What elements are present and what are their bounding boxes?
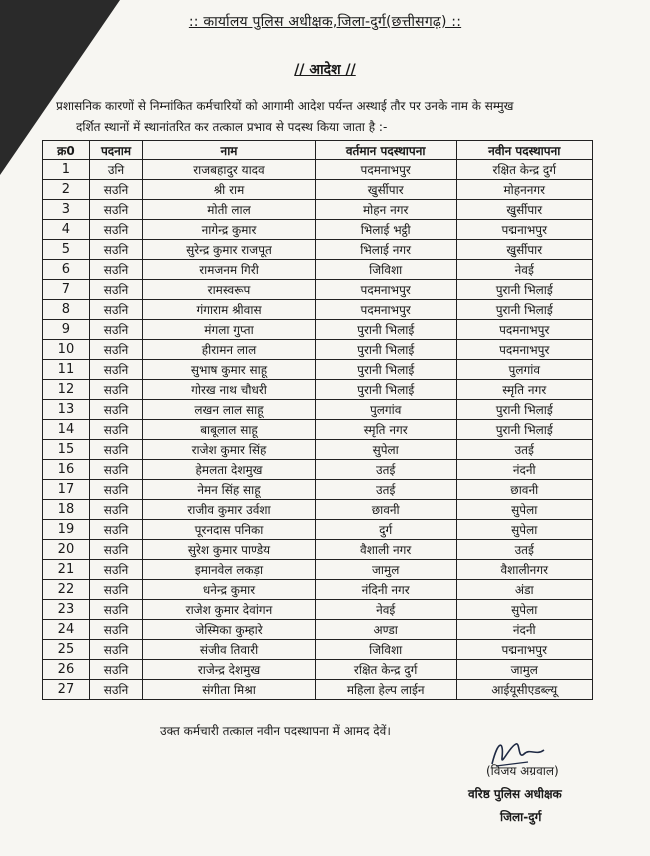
table-row xyxy=(43,300,593,320)
cell-new-posting: नंदनी xyxy=(456,460,592,480)
cell-name: रामस्वरूप xyxy=(143,280,316,300)
transfer-table xyxy=(42,140,593,700)
cell-rank: सउनि xyxy=(89,420,142,440)
cell-serial: 19 xyxy=(43,520,90,540)
table-row xyxy=(43,360,593,380)
cell-current-posting: पुरानी भिलाई xyxy=(315,340,456,360)
cell-name: जेस्मिका कुम्हारे xyxy=(143,620,316,640)
cell-rank: सउनि xyxy=(89,340,142,360)
cell-current-posting: स्मृति नगर xyxy=(315,420,456,440)
cell-name: बाबूलाल साहू xyxy=(143,420,316,440)
cell-current-posting: पदमनाभपुर xyxy=(315,160,456,180)
signatory-name: (विजय अग्रवाल) xyxy=(486,764,559,778)
table-row xyxy=(43,600,593,620)
cell-current-posting: वैशाली नगर xyxy=(315,540,456,560)
cell-rank: सउनि xyxy=(89,180,142,200)
cell-serial: 16 xyxy=(43,460,90,480)
cell-serial: 13 xyxy=(43,400,90,420)
cell-current-posting: जिविशा xyxy=(315,640,456,660)
cell-current-posting: मोहन नगर xyxy=(315,200,456,220)
table-row xyxy=(43,380,593,400)
cell-current-posting: रक्षित केन्द्र दुर्ग xyxy=(315,660,456,680)
cell-name: हेमलता देशमुख xyxy=(143,460,316,480)
cell-serial: 27 xyxy=(43,680,90,700)
cell-rank: सउनि xyxy=(89,320,142,340)
cell-rank: सउनि xyxy=(89,520,142,540)
table-row xyxy=(43,540,593,560)
table-row xyxy=(43,280,593,300)
cell-serial: 24 xyxy=(43,620,90,640)
table-row xyxy=(43,400,593,420)
cell-name: श्री राम xyxy=(143,180,316,200)
cell-rank: सउनि xyxy=(89,500,142,520)
cell-current-posting: जामुल xyxy=(315,560,456,580)
cell-current-posting: छावनी xyxy=(315,500,456,520)
cell-current-posting: पदमनाभपुर xyxy=(315,280,456,300)
signatory-designation: वरिष्ठ पुलिस अधीक्षक xyxy=(468,787,562,801)
cell-rank: सउनि xyxy=(89,580,142,600)
cell-new-posting: खुर्सीपार xyxy=(456,200,592,220)
table-row xyxy=(43,200,593,220)
cell-current-posting: अण्डा xyxy=(315,620,456,640)
cell-new-posting: अंडा xyxy=(456,580,592,600)
cell-serial: 12 xyxy=(43,380,90,400)
table-row xyxy=(43,680,593,700)
cell-current-posting: जिविशा xyxy=(315,260,456,280)
cell-current-posting: नंदिनी नगर xyxy=(315,580,456,600)
cell-current-posting: पुरानी भिलाई xyxy=(315,320,456,340)
cell-new-posting: पुरानी भिलाई xyxy=(456,400,592,420)
table-row xyxy=(43,160,593,180)
cell-new-posting: नेवई xyxy=(456,260,592,280)
cell-new-posting: पुरानी भिलाई xyxy=(456,420,592,440)
table-row xyxy=(43,220,593,240)
cell-rank: सउनि xyxy=(89,220,142,240)
order-title: // आदेश // xyxy=(294,62,356,78)
cell-name: धनेन्द्र कुमार xyxy=(143,580,316,600)
cell-name: रामजनम गिरी xyxy=(143,260,316,280)
cell-serial: 17 xyxy=(43,480,90,500)
cell-current-posting: सुपेला xyxy=(315,440,456,460)
cell-new-posting: पदमनाभपुर xyxy=(456,320,592,340)
cell-name: सुरेश कुमार पाण्डेय xyxy=(143,540,316,560)
cell-new-posting: सुपेला xyxy=(456,520,592,540)
cell-serial: 11 xyxy=(43,360,90,380)
cell-rank: सउनि xyxy=(89,480,142,500)
cell-rank: उनि xyxy=(89,160,142,180)
cell-new-posting: उतई xyxy=(456,440,592,460)
table-row xyxy=(43,560,593,580)
cell-serial: 15 xyxy=(43,440,90,460)
cell-serial: 21 xyxy=(43,560,90,580)
cell-new-posting: मोहननगर xyxy=(456,180,592,200)
cell-new-posting: सुपेला xyxy=(456,500,592,520)
footer-note: उक्त कर्मचारी तत्काल नवीन पदस्थापना में आमद देवें। xyxy=(160,724,391,738)
cell-new-posting: पुरानी भिलाई xyxy=(456,280,592,300)
table-body xyxy=(43,160,593,700)
cell-new-posting: नंदनी xyxy=(456,620,592,640)
table-row xyxy=(43,240,593,260)
cell-rank: सउनि xyxy=(89,660,142,680)
cell-new-posting: जामुल xyxy=(456,660,592,680)
cell-current-posting: भिलाई भट्ठी xyxy=(315,220,456,240)
cell-name: लखन लाल साहू xyxy=(143,400,316,420)
cell-name: राजेश कुमार देवांगन xyxy=(143,600,316,620)
cell-rank: सउनि xyxy=(89,560,142,580)
cell-rank: सउनि xyxy=(89,280,142,300)
cell-rank: सउनि xyxy=(89,540,142,560)
cell-name: नेमन सिंह साहू xyxy=(143,480,316,500)
table-row xyxy=(43,420,593,440)
cell-rank: सउनि xyxy=(89,380,142,400)
cell-name: सुभाष कुमार साहू xyxy=(143,360,316,380)
table-row xyxy=(43,660,593,680)
cell-serial: 8 xyxy=(43,300,90,320)
cell-name: मोती लाल xyxy=(143,200,316,220)
table-row xyxy=(43,460,593,480)
cell-new-posting: पद्मनाभपुर xyxy=(456,220,592,240)
cell-new-posting: आईयूसीएडब्ल्यू xyxy=(456,680,592,700)
cell-name: पूरनदास पनिका xyxy=(143,520,316,540)
table-header-row xyxy=(43,141,593,160)
header-rank: पदनाम xyxy=(89,141,142,160)
cell-new-posting: पुरानी भिलाई xyxy=(456,300,592,320)
signatory-place: जिला-दुर्ग xyxy=(500,810,542,824)
table-row xyxy=(43,440,593,460)
cell-current-posting: पुरानी भिलाई xyxy=(315,360,456,380)
cell-current-posting: दुर्ग xyxy=(315,520,456,540)
cell-name: सुरेन्द्र कुमार राजपूत xyxy=(143,240,316,260)
cell-new-posting: स्मृति नगर xyxy=(456,380,592,400)
cell-new-posting: वैशालीनगर xyxy=(456,560,592,580)
table-row xyxy=(43,180,593,200)
cell-name: राजेन्द्र देशमुख xyxy=(143,660,316,680)
cell-serial: 6 xyxy=(43,260,90,280)
cell-name: इमानवेल लकड़ा xyxy=(143,560,316,580)
cell-new-posting: छावनी xyxy=(456,480,592,500)
cell-current-posting: पुलगांव xyxy=(315,400,456,420)
cell-rank: सउनि xyxy=(89,200,142,220)
cell-current-posting: पदमनाभपुर xyxy=(315,300,456,320)
table-row xyxy=(43,340,593,360)
cell-rank: सउनि xyxy=(89,400,142,420)
cell-rank: सउनि xyxy=(89,620,142,640)
cell-rank: सउनि xyxy=(89,600,142,620)
cell-name: गोरख नाथ चौधरी xyxy=(143,380,316,400)
cell-serial: 3 xyxy=(43,200,90,220)
cell-serial: 1 xyxy=(43,160,90,180)
cell-rank: सउनि xyxy=(89,440,142,460)
cell-name: राजबहादुर यादव xyxy=(143,160,316,180)
cell-name: संगीता मिश्रा xyxy=(143,680,316,700)
cell-serial: 26 xyxy=(43,660,90,680)
intro-line-1: प्रशासनिक कारणों से निम्नांकित कर्मचारियों को आगामी आदेश पर्यन्त अस्थाई तौर पर उनके नाम के सम्मुख xyxy=(56,99,514,113)
cell-rank: सउनि xyxy=(89,680,142,700)
cell-new-posting: पुलगांव xyxy=(456,360,592,380)
cell-serial: 7 xyxy=(43,280,90,300)
cell-current-posting: उतई xyxy=(315,480,456,500)
cell-new-posting: रक्षित केन्द्र दुर्ग xyxy=(456,160,592,180)
cell-name: संजीव तिवारी xyxy=(143,640,316,660)
cell-serial: 25 xyxy=(43,640,90,660)
cell-serial: 23 xyxy=(43,600,90,620)
cell-rank: सउनि xyxy=(89,260,142,280)
cell-rank: सउनि xyxy=(89,640,142,660)
header-current-posting: वर्तमान पदस्थापना xyxy=(315,141,456,160)
cell-name: राजेश कुमार सिंह xyxy=(143,440,316,460)
cell-name: नागेन्द्र कुमार xyxy=(143,220,316,240)
header-serial: क्र0 xyxy=(43,141,90,160)
cell-name: गंगाराम श्रीवास xyxy=(143,300,316,320)
table-row xyxy=(43,640,593,660)
cell-new-posting: उतई xyxy=(456,540,592,560)
cell-current-posting: नेवई xyxy=(315,600,456,620)
cell-serial: 4 xyxy=(43,220,90,240)
table-row xyxy=(43,520,593,540)
cell-serial: 14 xyxy=(43,420,90,440)
table-row xyxy=(43,500,593,520)
cell-current-posting: उतई xyxy=(315,460,456,480)
intro-line-2: दर्शित स्थानों में स्थानांतरित कर तत्काल प्रभाव से पदस्थ किया जाता है :- xyxy=(76,120,388,134)
cell-rank: सउनि xyxy=(89,300,142,320)
cell-current-posting: खुर्सीपार xyxy=(315,180,456,200)
cell-serial: 18 xyxy=(43,500,90,520)
cell-new-posting: पदमनाभपुर xyxy=(456,340,592,360)
cell-serial: 9 xyxy=(43,320,90,340)
cell-new-posting: सुपेला xyxy=(456,600,592,620)
cell-name: राजीव कुमार उर्वशा xyxy=(143,500,316,520)
table-row xyxy=(43,260,593,280)
cell-serial: 20 xyxy=(43,540,90,560)
cell-serial: 5 xyxy=(43,240,90,260)
cell-serial: 2 xyxy=(43,180,90,200)
office-title: :: कार्यालय पुलिस अधीक्षक,जिला-दुर्ग(छत्तीसगढ़) :: xyxy=(188,14,462,30)
cell-new-posting: पद्मनाभपुर xyxy=(456,640,592,660)
cell-name: मंगला गुप्ता xyxy=(143,320,316,340)
cell-serial: 22 xyxy=(43,580,90,600)
cell-new-posting: खुर्सीपार xyxy=(456,240,592,260)
table-row xyxy=(43,320,593,340)
cell-rank: सउनि xyxy=(89,360,142,380)
cell-current-posting: महिला हेल्प लाईन xyxy=(315,680,456,700)
intro-paragraph xyxy=(56,96,596,138)
table-row xyxy=(43,580,593,600)
table-row xyxy=(43,620,593,640)
cell-current-posting: भिलाई नगर xyxy=(315,240,456,260)
header-name: नाम xyxy=(143,141,316,160)
header-new-posting: नवीन पदस्थापना xyxy=(456,141,592,160)
cell-serial: 10 xyxy=(43,340,90,360)
cell-rank: सउनि xyxy=(89,460,142,480)
table-row xyxy=(43,480,593,500)
cell-name: हीरामन लाल xyxy=(143,340,316,360)
cell-rank: सउनि xyxy=(89,240,142,260)
cell-current-posting: पुरानी भिलाई xyxy=(315,380,456,400)
